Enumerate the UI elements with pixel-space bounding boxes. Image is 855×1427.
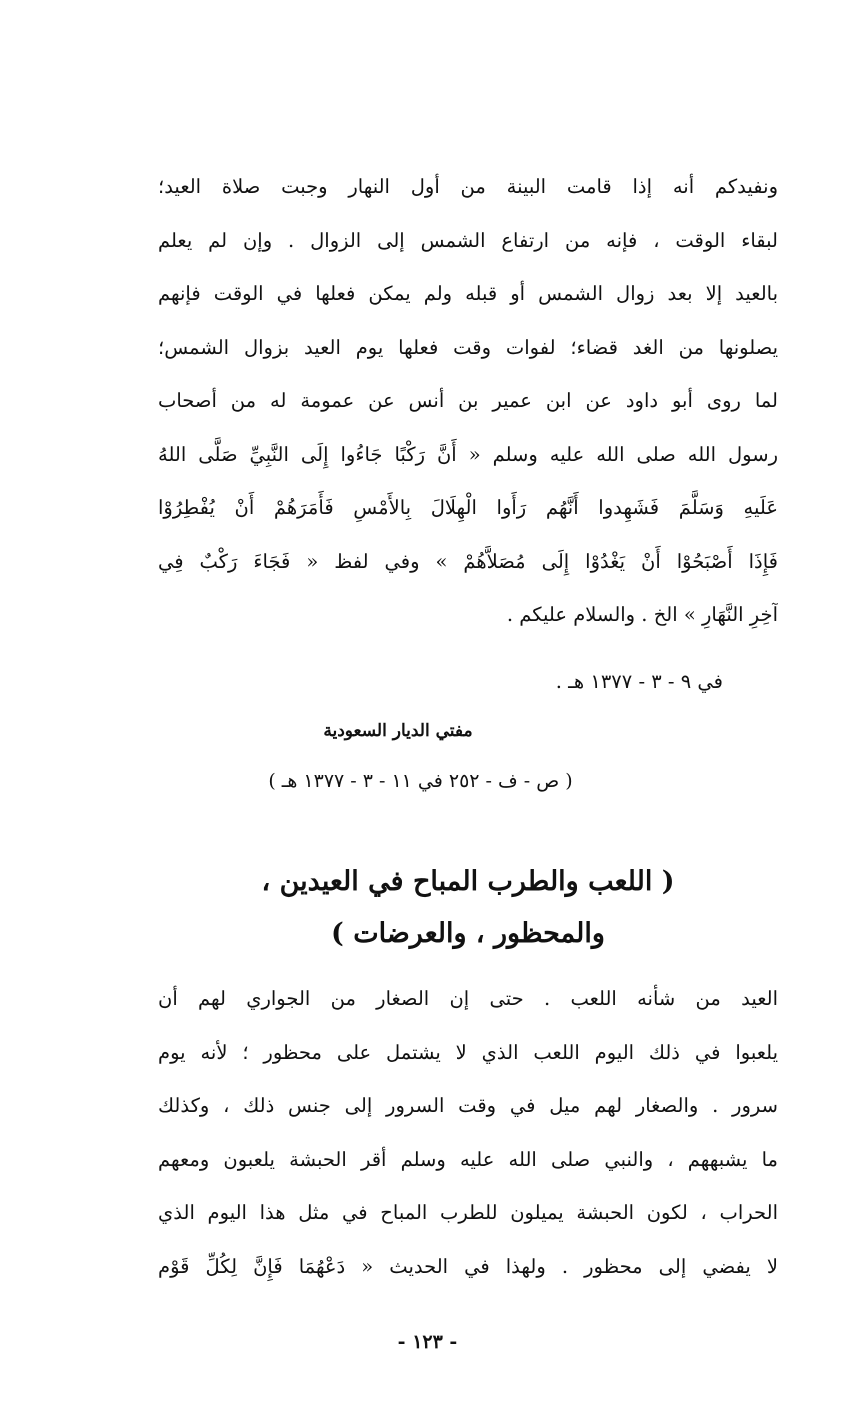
text-line: لبقاء الوقت ، فإنه من ارتفاع الشمس إلى الزوال . وإن لم يعلم <box>158 228 778 252</box>
text-line: ونفيدكم أنه إذا قامت البينة من أول النهار وجبت صلاة العيد؛ <box>158 175 778 198</box>
text-line: يلعبوا في ذلك اليوم اللعب الذي لا يشتمل على محظور ؛ لأنه يوم <box>158 1040 778 1064</box>
text-line: لما روى أبو داود عن ابن عمير بن أنس عن عمومة له من أصحاب <box>158 389 778 412</box>
text-line: آخِرِ النَّهَارِ » الخ . والسلام عليكم . <box>506 603 778 626</box>
text-line: سرور . والصغار لهم ميل في وقت السرور إلى جنس ذلك ، وكذلك <box>158 1094 778 1117</box>
reference-number: ( ص - ف - ٢٥٢ في ١١ - ٣ - ١٣٧٧ هـ ) <box>268 770 573 792</box>
fatwa-paragraph <box>158 160 778 642</box>
text-line: رسول الله صلى الله عليه وسلم « أَنَّ رَكْبًا جَاءُوا إِلَى النَّبِيِّ صَلَّى اللهُ <box>158 442 778 466</box>
fatwa-date: في ٩ - ٣ - ١٣٧٧ هـ . <box>555 670 723 693</box>
page-number: - ١٢٣ - <box>397 1331 458 1353</box>
section-heading-line-1: ( اللعب والطرب المباح في العيدين ، <box>261 866 675 897</box>
text-line: فَإِذَا أَصْبَحُوْا أَنْ يَغْدُوْا إِلَى مُصَلاَّهُمْ » وفي لفظ « فَجَاءَ رَكْبٌ فِي <box>158 549 778 573</box>
section-paragraph <box>158 972 778 1293</box>
text-line: العيد من شأنه اللعب . حتى إن الصغار من الجواري لهم أن <box>158 987 778 1010</box>
text-line: لا يفضي إلى محظور . ولهذا في الحديث « دَعْهُمَا فَإِنَّ لِكُلِّ قَوْم <box>158 1254 778 1278</box>
text-line: يصلونها من الغد قضاء؛ لفوات وقت فعلها يوم العيد بزوال الشمس؛ <box>158 335 778 359</box>
text-line: عَلَيهِ وَسَلَّمَ فَشَهِدوا أَنَّهُم رَأَوا الْهِلَالَ بِالأَمْسِ فَأَمَرَهُمْ أَنْ يُفْطِرُوْا <box>158 496 778 519</box>
signature: مفتي الديار السعودية <box>323 721 473 741</box>
section-heading-line-2: والمحظور ، والعرضات ) <box>331 918 605 949</box>
text-line: بالعيد إلا بعد زوال الشمس أو قبله ولم يمكن فعلها في الوقت فإنهم <box>158 282 778 305</box>
text-line: الحراب ، لكون الحبشة يميلون للطرب المباح في مثل هذا اليوم الذي <box>158 1201 778 1224</box>
text-line: ما يشبههم ، والنبي صلى الله عليه وسلم أقر الحبشة يلعبون ومعهم <box>158 1147 778 1171</box>
